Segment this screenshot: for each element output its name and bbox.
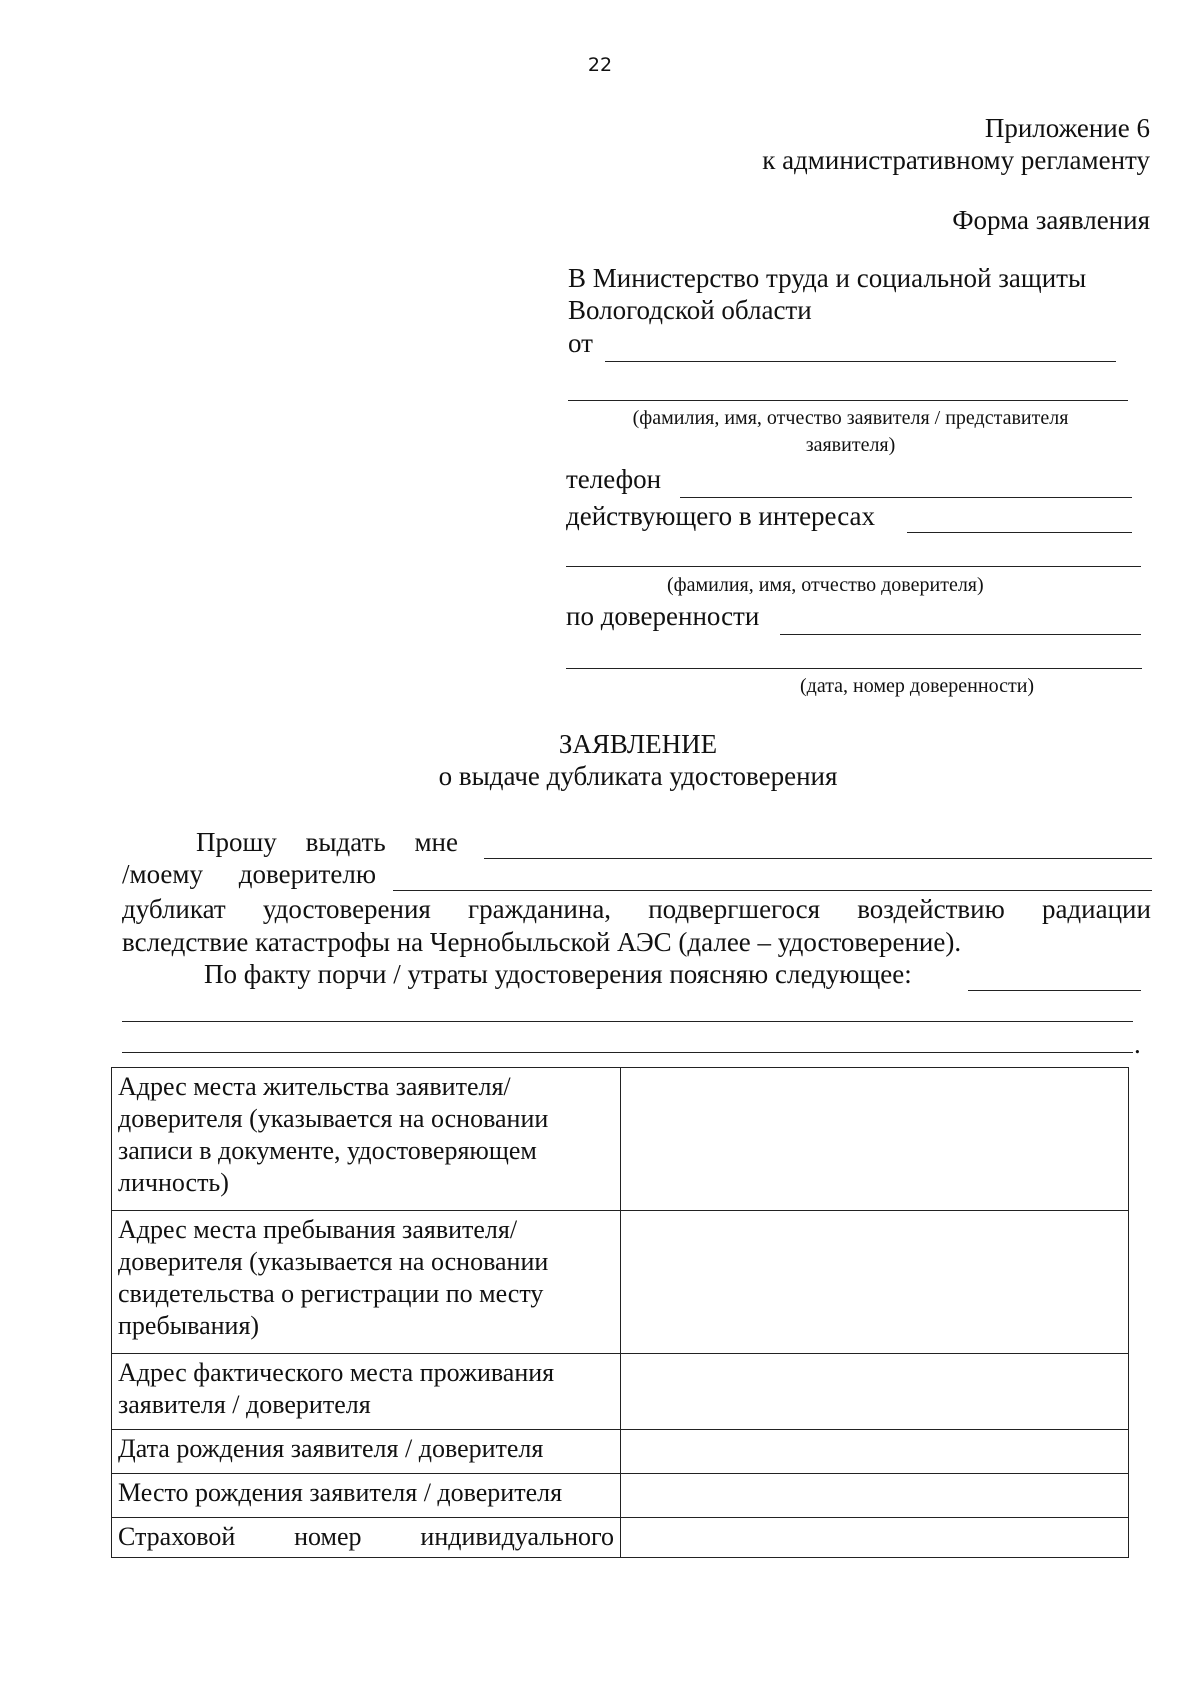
- table-row: [112, 1211, 1129, 1354]
- table-row: [112, 1430, 1129, 1474]
- acting-label: действующего в интересах: [566, 501, 876, 531]
- addressee-line-1: В Министерство труда и социальной защиты: [568, 263, 1087, 293]
- principal-hint: (фамилия, имя, отчество доверителя): [667, 574, 984, 596]
- table-last-row-word: номер: [294, 1522, 362, 1551]
- table-last-row-word: индивидуального: [420, 1522, 614, 1551]
- acting-input-line[interactable]: [907, 532, 1132, 533]
- phone-label: телефон: [566, 464, 662, 494]
- principal-word: /моему: [122, 859, 203, 889]
- addressee-line-2: Вологодской области: [568, 295, 812, 325]
- table-row-label: Адрес места жительства заявителя/ доверителя (указывается на основании записи в документе, удостоверяющем личность): [112, 1068, 621, 1211]
- from-input-line[interactable]: [605, 361, 1116, 362]
- proxy-input-line[interactable]: [780, 634, 1141, 635]
- body-word: подвергшегося: [648, 894, 821, 924]
- explanation-input-line[interactable]: [968, 990, 1141, 991]
- table-row-label: [112, 1518, 621, 1558]
- principal-word: доверителю: [238, 859, 376, 889]
- proxy-hint: (дата, номер доверенности): [800, 675, 1035, 697]
- table-last-row-word: Страховой: [118, 1522, 236, 1551]
- explanation-text: По факту порчи / утраты удостоверения поясняю следующее:: [204, 959, 912, 989]
- principal-input-line[interactable]: [566, 566, 1141, 567]
- request-text: [196, 826, 458, 858]
- body-word: удостоверения: [262, 894, 431, 924]
- table-row-value[interactable]: [621, 1430, 1129, 1474]
- body-line-3: [122, 893, 1151, 925]
- from-input-line-2[interactable]: [568, 400, 1128, 401]
- table-row-label: Дата рождения заявителя / доверителя: [112, 1430, 621, 1474]
- table-row-value[interactable]: [621, 1354, 1129, 1430]
- regulation-label: к административному регламенту: [762, 145, 1150, 175]
- table-row-value[interactable]: [621, 1518, 1129, 1558]
- proxy-input-line-2[interactable]: [566, 668, 1142, 669]
- fio-hint-line-1: (фамилия, имя, отчество заявителя / представителя: [632, 407, 1069, 429]
- table-row-label: Адрес фактического места проживания заявителя / доверителя: [112, 1354, 621, 1430]
- page-number: 22: [587, 54, 613, 76]
- table-row-value[interactable]: [621, 1474, 1129, 1518]
- applicant-info-table: [111, 1067, 1129, 1558]
- body-word: дубликат: [122, 894, 226, 924]
- body-word: радиации: [1041, 894, 1151, 924]
- request-word: выдать: [305, 827, 386, 857]
- table-row-label: Адрес места пребывания заявителя/ доверителя (указывается на основании свидетельства о регистрации по месту пребывания): [112, 1211, 621, 1354]
- form-type-label: Форма заявления: [952, 205, 1150, 235]
- table-row-value[interactable]: [621, 1068, 1129, 1211]
- table-row: [112, 1068, 1129, 1211]
- table-row-label: Место рождения заявителя / доверителя: [112, 1474, 621, 1518]
- principal-name-line[interactable]: [393, 890, 1152, 891]
- table-row-value[interactable]: [621, 1211, 1129, 1354]
- document-title: ЗАЯВЛЕНИЕ: [558, 729, 718, 759]
- end-mark: .: [1134, 1029, 1141, 1059]
- document-subtitle: о выдаче дубликата удостоверения: [438, 761, 838, 791]
- body-word: воздействию: [857, 894, 1005, 924]
- phone-input-line[interactable]: [680, 497, 1132, 498]
- explanation-input-line-3[interactable]: [122, 1052, 1133, 1053]
- body-word: гражданина,: [468, 894, 612, 924]
- appendix-label: Приложение 6: [984, 113, 1150, 143]
- principal-text: [122, 858, 376, 890]
- request-word: Прошу: [196, 827, 277, 857]
- request-word: мне: [414, 827, 458, 857]
- body-line-4: вследствие катастрофы на Чернобыльской АЭС (далее – удостоверение).: [122, 927, 962, 957]
- table-row: [112, 1474, 1129, 1518]
- table-row: [112, 1354, 1129, 1430]
- fio-hint-line-2: заявителя): [805, 434, 896, 456]
- explanation-input-line-2[interactable]: [122, 1021, 1133, 1022]
- proxy-label: по доверенности: [566, 601, 760, 631]
- from-label: от: [568, 328, 593, 358]
- table-row: [112, 1518, 1129, 1558]
- request-input-line[interactable]: [484, 858, 1152, 859]
